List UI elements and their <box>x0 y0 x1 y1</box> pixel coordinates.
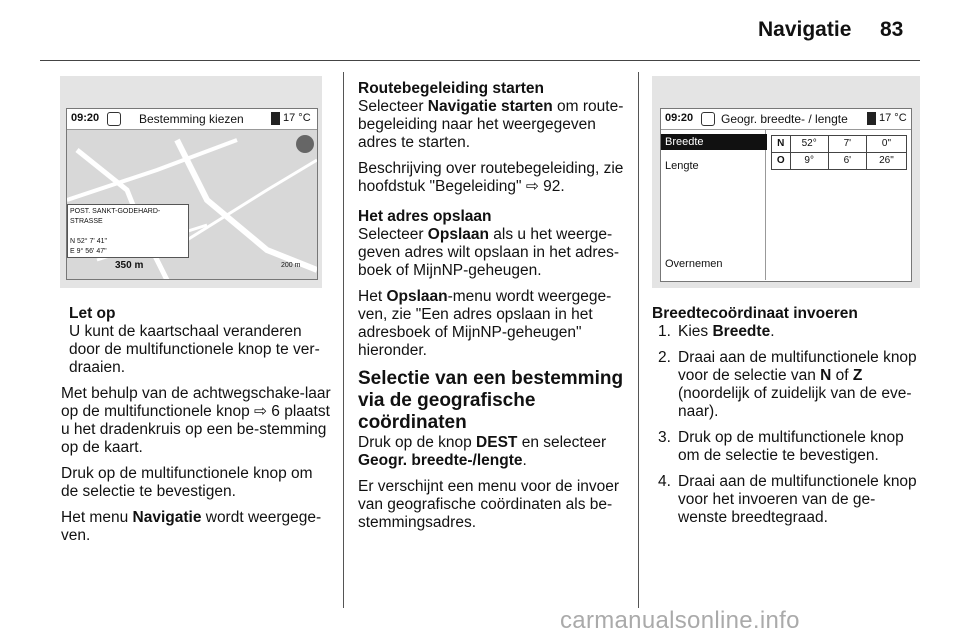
right-column <box>652 305 922 535</box>
status-bar <box>661 109 911 130</box>
temperature: 17 °C <box>879 112 907 124</box>
paragraph: Selecteer Navigatie starten om route-begeleiding naar het weergegeven adres te starten. <box>358 98 624 151</box>
middle-column <box>358 80 628 540</box>
paragraph: Er verschijnt een menu voor de invoer van geografische coördinaten als be-stemmingsadres. <box>358 478 620 531</box>
column-divider-1 <box>343 72 344 608</box>
note-block <box>61 305 331 377</box>
paragraph: Druk op de knop DEST en selecteer Geogr. breedte-/lengte. <box>358 434 607 469</box>
step-item: 4. Draai aan de multifunctionele knop voor het invoeren van de ge-wenste breedtegraad. <box>658 473 917 526</box>
note-title: Let op <box>69 305 116 322</box>
watermark: carmanualsonline.info <box>560 607 800 634</box>
address-popup <box>67 204 189 258</box>
subheading-route: Routebegeleiding starten <box>358 80 545 97</box>
coord-row-lat: N 52° 7' 0" <box>771 135 907 153</box>
note-text: U kunt de kaartschaal veranderen door de multifunctionele knop te ver-draaien. <box>69 323 320 376</box>
coord-n: N 52° 7' 41" <box>70 238 107 245</box>
paragraph: Selecteer Opslaan als u het weerge-geven adres wilt opslaan in het adres-boek of MijnNP-geheugen. <box>358 226 620 279</box>
nav-icon <box>701 112 715 126</box>
step-item: 3. Druk op de multifunctionele knop om de selectie te bevestigen. <box>658 429 904 464</box>
step-item: 2. Draai aan de multifunctionele knop voor de selectie van N of Z (noordelijk of zuidelijk van de eve-naar). <box>658 349 917 420</box>
clock: 09:20 <box>665 112 694 124</box>
section-heading: Selectie van een bestemming via de geografische coördinaten <box>358 368 624 433</box>
paragraph: Druk op de multifunctionele knop om de selectie te bevestigen. <box>61 465 313 500</box>
scale-label: 200 m <box>281 262 301 269</box>
coord-display <box>660 108 912 282</box>
coord-e: E 9° 56' 47" <box>70 248 107 255</box>
temperature: 17 °C <box>283 112 311 124</box>
step-list <box>652 323 922 527</box>
menu-item-longitude[interactable]: Lengte <box>665 160 699 172</box>
menu-item-latitude[interactable]: Breedte <box>661 134 767 150</box>
paragraph: Het Opslaan-menu wordt weergege-ven, zie "Een adres opslaan in het adresboek of MijnNP-geheugen" hieronder. <box>358 288 612 359</box>
coord-screen-figure <box>652 76 920 288</box>
page-number: 83 <box>880 18 904 41</box>
coord-menu <box>661 130 766 280</box>
nav-icon <box>107 112 121 126</box>
street-label: POST. SANKT-GODEHARD-STRASSE <box>70 208 161 225</box>
paragraph: Met behulp van de achtwegschake-laar op de multifunctionele knop ⇨ 6 plaatst u het dradenkruis op een be-stemming op de kaart. <box>61 385 331 456</box>
page-section-title: Navigatie <box>758 18 852 41</box>
map-display <box>66 108 318 280</box>
subheading-save: Het adres opslaan <box>358 208 492 225</box>
menu-item-apply[interactable]: Overnemen <box>665 258 723 270</box>
screen-title: Geogr. breedte- / lengte <box>721 112 848 126</box>
step-item: 1. Kies Breedte. <box>658 323 775 340</box>
map-area <box>67 130 317 279</box>
menu-name: Navigatie <box>132 509 202 526</box>
clock: 09:20 <box>71 112 100 124</box>
paragraph: Beschrijving over routebegeleiding, zie hoofdstuk "Begeleiding" ⇨ 92. <box>358 160 624 195</box>
coord-table <box>771 135 907 170</box>
subheading-latitude: Breedtecoördinaat invoeren <box>652 305 858 322</box>
paragraph: Het menu Navigatie wordt weergege-ven. <box>61 509 322 544</box>
screen-title: Bestemming kiezen <box>139 112 244 126</box>
header-divider <box>40 60 920 61</box>
column-divider-2 <box>638 72 639 608</box>
status-bar <box>67 109 317 130</box>
map-screen-figure <box>60 76 322 288</box>
thermometer-icon <box>867 112 876 125</box>
thermometer-icon <box>271 112 280 125</box>
left-column <box>61 305 331 553</box>
distance-label: 350 m <box>115 260 144 271</box>
coord-row-lon: O 9° 6' 26" <box>771 153 907 170</box>
